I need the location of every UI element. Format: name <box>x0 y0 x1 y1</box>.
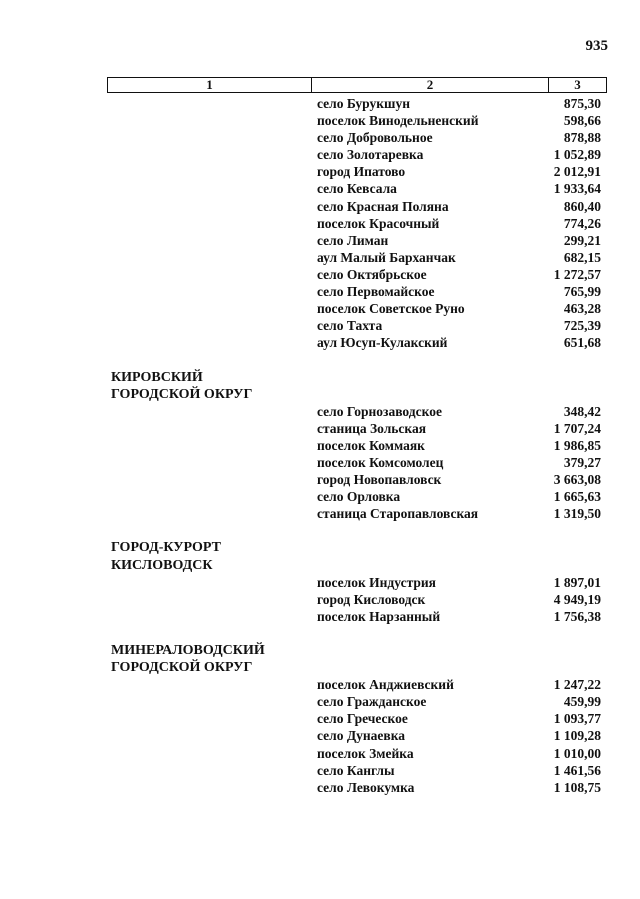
settlement-name: поселок Нарзанный <box>317 608 441 624</box>
district-cell <box>107 129 311 146</box>
table-body <box>107 95 607 796</box>
settlement-name: аул Малый Барханчак <box>317 249 456 265</box>
table-row <box>107 710 607 727</box>
settlement-value: 1 933,64 <box>553 181 601 197</box>
settlement-name: село Бурукшун <box>317 96 410 111</box>
settlement-name: поселок Индустрия <box>317 574 436 590</box>
settlement-name: село Лиман <box>317 232 389 248</box>
table-row <box>107 454 607 471</box>
table-row <box>107 608 607 625</box>
district-cell <box>107 163 311 180</box>
table-row <box>107 317 607 334</box>
table-row <box>107 180 607 197</box>
table-row <box>107 129 607 146</box>
settlement-value: 1 247,22 <box>553 677 601 693</box>
settlement-value: 1 461,56 <box>553 762 601 778</box>
settlement-name: село Левокумка <box>317 779 415 795</box>
district-name-line: ГОРОДСКОЙ ОКРУГ <box>111 386 253 402</box>
district-cell <box>107 710 311 727</box>
section-spacer <box>107 351 607 368</box>
settlement-value: 1 272,57 <box>553 266 601 282</box>
table-row <box>107 198 607 215</box>
settlement-name: село Кевсала <box>317 181 397 197</box>
settlement-value: 3 663,08 <box>553 472 601 488</box>
settlement-name: город Ипатово <box>317 164 406 180</box>
settlement-name: село Горнозаводское <box>317 403 442 419</box>
settlement-value: 725,39 <box>563 318 601 334</box>
table-row <box>107 505 607 522</box>
section-spacer <box>107 625 607 642</box>
district-cell <box>107 300 311 317</box>
settlement-value: 1 093,77 <box>553 711 601 727</box>
district-cell <box>107 676 311 693</box>
settlement-value: 4 949,19 <box>553 591 601 607</box>
settlement-value: 1 986,85 <box>553 437 601 453</box>
district-cell <box>107 146 311 163</box>
district-cell <box>107 215 311 232</box>
settlement-value: 299,21 <box>563 232 601 248</box>
settlement-name: город Новопавловск <box>317 472 442 488</box>
settlement-name: село Канглы <box>317 762 395 778</box>
settlement-value: 860,40 <box>563 198 601 214</box>
table-row <box>107 574 607 591</box>
settlement-value: 878,88 <box>563 130 601 146</box>
district-cell <box>107 454 311 471</box>
settlement-value: 459,99 <box>563 694 601 710</box>
table-row <box>107 232 607 249</box>
column-header-1: 1 <box>108 78 312 92</box>
settlement-value: 379,27 <box>563 454 601 470</box>
column-header-3: 3 <box>574 77 581 92</box>
table-row <box>107 471 607 488</box>
table-row <box>107 334 607 351</box>
district-name-line: ГОРОД-КУРОРТ <box>111 540 221 556</box>
district-cell <box>107 745 311 762</box>
table-row <box>107 488 607 505</box>
district-cell <box>107 727 311 744</box>
district-cell <box>107 198 311 215</box>
district-cell <box>107 249 311 266</box>
table-row <box>107 693 607 710</box>
district-cell <box>107 232 311 249</box>
table-row <box>107 215 607 232</box>
table-row <box>107 591 607 608</box>
settlement-name: село Добровольное <box>317 130 433 146</box>
table-row <box>107 163 607 180</box>
settlement-name: село Орловка <box>317 489 401 505</box>
table-row <box>107 249 607 266</box>
district-cell <box>107 488 311 505</box>
district-cell <box>107 403 311 420</box>
settlement-value: 1 665,63 <box>553 489 601 505</box>
settlement-name: станица Зольская <box>317 420 427 436</box>
table-row <box>107 95 607 112</box>
table-row <box>107 403 607 420</box>
settlement-name: село Октябрьское <box>317 266 427 282</box>
district-cell <box>107 505 311 522</box>
settlement-value: 875,30 <box>563 96 601 111</box>
settlement-value: 774,26 <box>563 215 601 231</box>
settlement-name: поселок Анджиевский <box>317 677 454 693</box>
district-name-line: МИНЕРАЛОВОДСКИЙ <box>111 643 265 658</box>
table-row <box>107 112 607 129</box>
settlement-name: поселок Красочный <box>317 215 440 231</box>
table-row <box>107 283 607 300</box>
settlement-value: 682,15 <box>563 249 601 265</box>
settlement-name: станица Старопавловская <box>317 506 479 522</box>
table-header-row <box>107 77 607 93</box>
settlement-value: 1 010,00 <box>553 745 601 761</box>
district-cell <box>107 266 311 283</box>
table-row <box>107 420 607 437</box>
table-row <box>107 300 607 317</box>
table-row <box>107 676 607 693</box>
settlement-value: 1 756,38 <box>553 608 601 624</box>
district-cell <box>107 95 311 112</box>
district-cell <box>107 283 311 300</box>
district-name-line: КИСЛОВОДСК <box>111 557 213 573</box>
district-cell <box>107 608 311 625</box>
district-heading <box>107 369 607 403</box>
district-cell <box>107 334 311 351</box>
settlement-value: 1 319,50 <box>553 506 601 522</box>
district-cell <box>107 779 311 796</box>
settlement-value: 765,99 <box>563 284 601 300</box>
settlement-name: село Гражданское <box>317 694 427 710</box>
district-cell <box>107 437 311 454</box>
district-cell <box>107 574 311 591</box>
district-cell <box>107 420 311 437</box>
table-row <box>107 779 607 796</box>
district-cell <box>107 591 311 608</box>
settlement-name: аул Юсуп-Кулакский <box>317 335 448 351</box>
settlement-value: 1 109,28 <box>553 728 601 744</box>
district-heading <box>107 642 607 676</box>
settlement-name: село Золотаревка <box>317 147 424 163</box>
settlement-name: город Кисловодск <box>317 591 426 607</box>
settlement-value: 348,42 <box>563 403 601 419</box>
district-name-line: КИРОВСКИЙ <box>111 369 203 385</box>
table-row <box>107 266 607 283</box>
settlement-value: 2 012,91 <box>553 164 601 180</box>
district-cell <box>107 762 311 779</box>
district-cell <box>107 471 311 488</box>
settlement-value: 1 707,24 <box>553 420 601 436</box>
district-cell <box>107 180 311 197</box>
settlement-value: 598,66 <box>563 113 601 129</box>
settlement-value: 1 108,75 <box>553 779 601 795</box>
table-row <box>107 727 607 744</box>
settlement-name: поселок Советское Руно <box>317 301 465 317</box>
column-header-2: 2 <box>312 78 549 92</box>
page-number: 935 <box>585 38 608 54</box>
table-row <box>107 146 607 163</box>
settlement-name: село Дунаевка <box>317 728 406 744</box>
settlement-name: село Греческое <box>317 711 408 727</box>
district-name-line: ГОРОДСКОЙ ОКРУГ <box>111 660 253 676</box>
settlement-value: 463,28 <box>563 301 601 317</box>
settlement-name: поселок Комсомолец <box>317 454 444 470</box>
section-spacer <box>107 522 607 539</box>
settlement-value: 1 897,01 <box>553 574 601 590</box>
district-heading <box>107 539 607 573</box>
settlement-name: поселок Коммаяк <box>317 437 425 453</box>
settlement-name: поселок Змейка <box>317 745 414 761</box>
settlement-name: село Красная Поляна <box>317 198 449 214</box>
settlement-value: 1 052,89 <box>553 147 601 163</box>
table-row <box>107 437 607 454</box>
table-row <box>107 762 607 779</box>
district-cell <box>107 693 311 710</box>
settlement-name: село Первомайское <box>317 284 435 300</box>
settlement-name: поселок Винодельненский <box>317 113 479 129</box>
district-cell <box>107 317 311 334</box>
district-cell <box>107 112 311 129</box>
table-row <box>107 745 607 762</box>
settlement-value: 651,68 <box>563 335 601 351</box>
settlement-name: село Тахта <box>317 318 383 334</box>
